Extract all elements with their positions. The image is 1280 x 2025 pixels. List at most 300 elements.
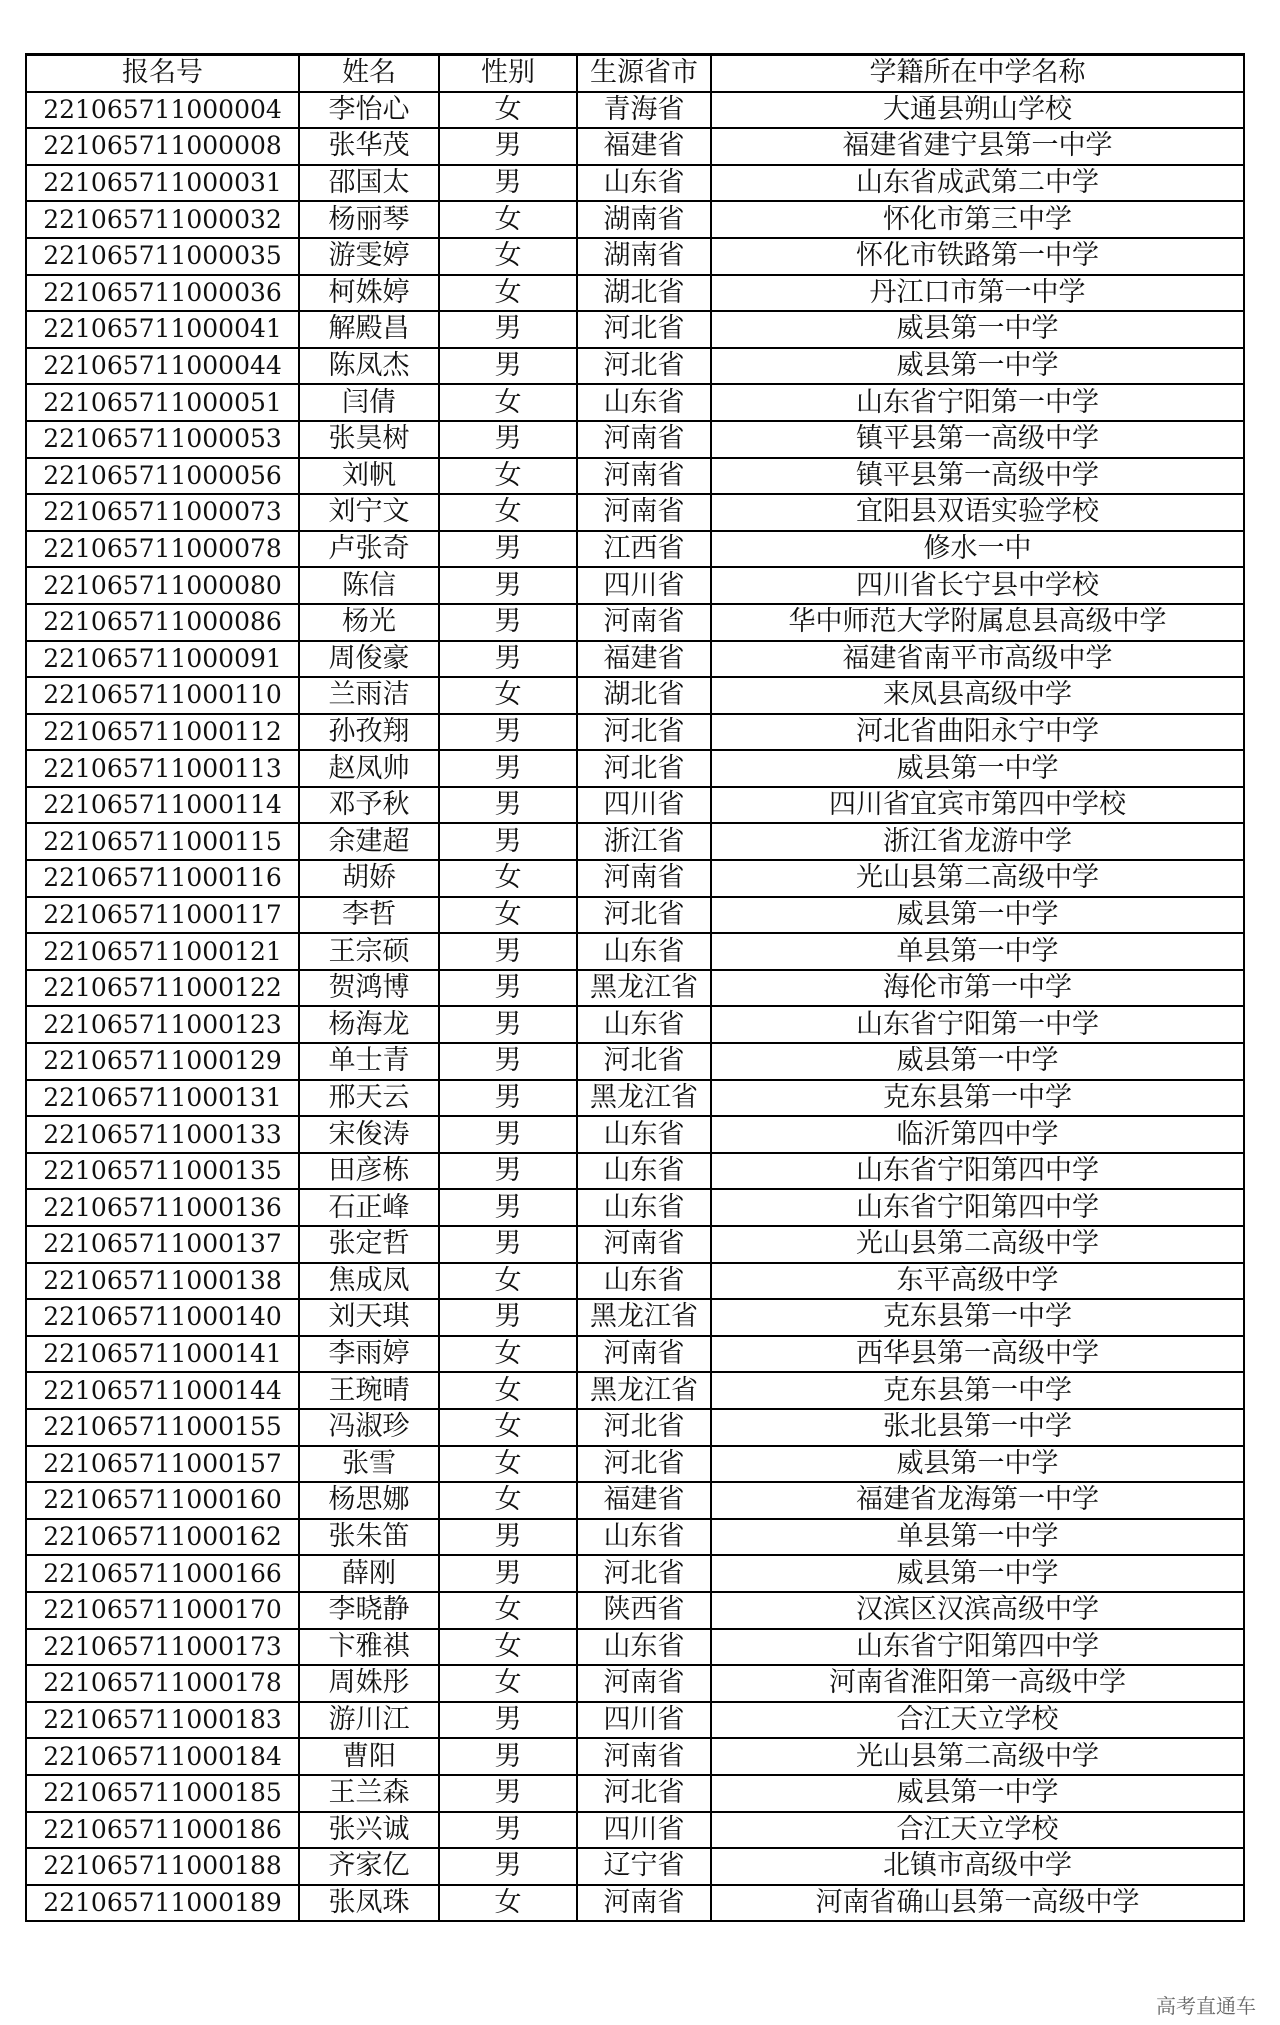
province-cell: 河北省 bbox=[577, 1775, 711, 1812]
gender-cell: 男 bbox=[439, 567, 577, 604]
registration-number-cell: 221065711000131 bbox=[26, 1080, 299, 1117]
gender-cell: 女 bbox=[439, 201, 577, 238]
school-cell: 北镇市高级中学 bbox=[711, 1848, 1244, 1885]
table-row bbox=[26, 275, 1244, 312]
registration-number-cell: 221065711000162 bbox=[26, 1519, 299, 1556]
province-cell: 福建省 bbox=[577, 128, 711, 165]
name-cell: 邓予秋 bbox=[299, 787, 439, 824]
gender-cell: 女 bbox=[439, 1409, 577, 1446]
gender-cell: 男 bbox=[439, 1006, 577, 1043]
name-cell: 贺鸿博 bbox=[299, 970, 439, 1007]
header-registration-number: 报名号 bbox=[26, 55, 299, 92]
registration-number-cell: 221065711000080 bbox=[26, 567, 299, 604]
table-row bbox=[26, 860, 1244, 897]
school-cell: 山东省宁阳第一中学 bbox=[711, 1006, 1244, 1043]
gender-cell: 女 bbox=[439, 1592, 577, 1629]
gender-cell: 男 bbox=[439, 1226, 577, 1263]
province-cell: 河南省 bbox=[577, 458, 711, 495]
name-cell: 冯淑珍 bbox=[299, 1409, 439, 1446]
gender-cell: 女 bbox=[439, 1336, 577, 1373]
name-cell: 闫倩 bbox=[299, 384, 439, 421]
name-cell: 陈信 bbox=[299, 567, 439, 604]
province-cell: 山东省 bbox=[577, 1153, 711, 1190]
province-cell: 山东省 bbox=[577, 1629, 711, 1666]
registration-number-cell: 221065711000136 bbox=[26, 1189, 299, 1226]
school-cell: 张北县第一中学 bbox=[711, 1409, 1244, 1446]
gender-cell: 男 bbox=[439, 1519, 577, 1556]
province-cell: 四川省 bbox=[577, 1812, 711, 1849]
registration-number-cell: 221065711000031 bbox=[26, 165, 299, 202]
registration-number-cell: 221065711000144 bbox=[26, 1372, 299, 1409]
table-row bbox=[26, 1812, 1244, 1849]
registration-number-cell: 221065711000157 bbox=[26, 1446, 299, 1483]
school-cell: 福建省龙海第一中学 bbox=[711, 1482, 1244, 1519]
table-row bbox=[26, 531, 1244, 568]
registration-number-cell: 221065711000141 bbox=[26, 1336, 299, 1373]
province-cell: 青海省 bbox=[577, 92, 711, 129]
table-row bbox=[26, 1885, 1244, 1922]
table-row bbox=[26, 165, 1244, 202]
gender-cell: 男 bbox=[439, 311, 577, 348]
province-cell: 辽宁省 bbox=[577, 1848, 711, 1885]
gender-cell: 男 bbox=[439, 1555, 577, 1592]
name-cell: 邢天云 bbox=[299, 1080, 439, 1117]
gender-cell: 女 bbox=[439, 458, 577, 495]
registration-number-cell: 221065711000110 bbox=[26, 677, 299, 714]
table-row bbox=[26, 421, 1244, 458]
name-cell: 卞雅祺 bbox=[299, 1629, 439, 1666]
gender-cell: 男 bbox=[439, 641, 577, 678]
registration-number-cell: 221065711000036 bbox=[26, 275, 299, 312]
name-cell: 李晓静 bbox=[299, 1592, 439, 1629]
registration-number-cell: 221065711000035 bbox=[26, 238, 299, 275]
province-cell: 河北省 bbox=[577, 1409, 711, 1446]
registration-number-cell: 221065711000129 bbox=[26, 1043, 299, 1080]
name-cell: 游雯婷 bbox=[299, 238, 439, 275]
school-cell: 华中师范大学附属息县高级中学 bbox=[711, 604, 1244, 641]
name-cell: 兰雨洁 bbox=[299, 677, 439, 714]
province-cell: 山东省 bbox=[577, 1519, 711, 1556]
table-row bbox=[26, 1299, 1244, 1336]
name-cell: 胡娇 bbox=[299, 860, 439, 897]
school-cell: 光山县第二高级中学 bbox=[711, 1738, 1244, 1775]
registration-number-cell: 221065711000117 bbox=[26, 897, 299, 934]
name-cell: 王宗硕 bbox=[299, 933, 439, 970]
registration-number-cell: 221065711000115 bbox=[26, 823, 299, 860]
gender-cell: 男 bbox=[439, 1848, 577, 1885]
name-cell: 孙孜翔 bbox=[299, 714, 439, 751]
province-cell: 四川省 bbox=[577, 787, 711, 824]
registration-number-cell: 221065711000137 bbox=[26, 1226, 299, 1263]
province-cell: 河南省 bbox=[577, 1226, 711, 1263]
table-row bbox=[26, 1116, 1244, 1153]
province-cell: 山东省 bbox=[577, 1006, 711, 1043]
school-cell: 威县第一中学 bbox=[711, 1555, 1244, 1592]
registration-number-cell: 221065711000004 bbox=[26, 92, 299, 129]
province-cell: 河南省 bbox=[577, 604, 711, 641]
table-row bbox=[26, 1482, 1244, 1519]
province-cell: 山东省 bbox=[577, 933, 711, 970]
registration-number-cell: 221065711000041 bbox=[26, 311, 299, 348]
province-cell: 陕西省 bbox=[577, 1592, 711, 1629]
school-cell: 镇平县第一高级中学 bbox=[711, 421, 1244, 458]
name-cell: 焦成凤 bbox=[299, 1263, 439, 1300]
name-cell: 李雨婷 bbox=[299, 1336, 439, 1373]
registration-number-cell: 221065711000170 bbox=[26, 1592, 299, 1629]
school-cell: 单县第一中学 bbox=[711, 1519, 1244, 1556]
gender-cell: 男 bbox=[439, 128, 577, 165]
gender-cell: 男 bbox=[439, 1812, 577, 1849]
table-row bbox=[26, 787, 1244, 824]
school-cell: 丹江口市第一中学 bbox=[711, 275, 1244, 312]
school-cell: 海伦市第一中学 bbox=[711, 970, 1244, 1007]
header-province: 生源省市 bbox=[577, 55, 711, 92]
school-cell: 山东省成武第二中学 bbox=[711, 165, 1244, 202]
table-row bbox=[26, 1665, 1244, 1702]
registration-number-cell: 221065711000173 bbox=[26, 1629, 299, 1666]
table-row bbox=[26, 714, 1244, 751]
school-cell: 东平高级中学 bbox=[711, 1263, 1244, 1300]
registration-number-cell: 221065711000160 bbox=[26, 1482, 299, 1519]
name-cell: 游川江 bbox=[299, 1702, 439, 1739]
name-cell: 薛刚 bbox=[299, 1555, 439, 1592]
name-cell: 邵国太 bbox=[299, 165, 439, 202]
registration-number-cell: 221065711000086 bbox=[26, 604, 299, 641]
watermark-text: 高考直通车 bbox=[1156, 1994, 1256, 2018]
province-cell: 河北省 bbox=[577, 1446, 711, 1483]
province-cell: 河北省 bbox=[577, 311, 711, 348]
registration-number-cell: 221065711000121 bbox=[26, 933, 299, 970]
registration-number-cell: 221065711000188 bbox=[26, 1848, 299, 1885]
table-row bbox=[26, 1446, 1244, 1483]
registration-number-cell: 221065711000044 bbox=[26, 348, 299, 385]
table-row bbox=[26, 458, 1244, 495]
gender-cell: 男 bbox=[439, 1043, 577, 1080]
province-cell: 四川省 bbox=[577, 567, 711, 604]
school-cell: 大通县朔山学校 bbox=[711, 92, 1244, 129]
name-cell: 曹阳 bbox=[299, 1738, 439, 1775]
province-cell: 黑龙江省 bbox=[577, 1299, 711, 1336]
gender-cell: 男 bbox=[439, 1738, 577, 1775]
gender-cell: 男 bbox=[439, 750, 577, 787]
gender-cell: 男 bbox=[439, 933, 577, 970]
table-row bbox=[26, 1372, 1244, 1409]
gender-cell: 女 bbox=[439, 897, 577, 934]
school-cell: 河南省淮阳第一高级中学 bbox=[711, 1665, 1244, 1702]
name-cell: 张凤珠 bbox=[299, 1885, 439, 1922]
table-row bbox=[26, 1519, 1244, 1556]
school-cell: 修水一中 bbox=[711, 531, 1244, 568]
province-cell: 河南省 bbox=[577, 860, 711, 897]
name-cell: 周姝彤 bbox=[299, 1665, 439, 1702]
province-cell: 河北省 bbox=[577, 348, 711, 385]
gender-cell: 男 bbox=[439, 165, 577, 202]
registration-number-cell: 221065711000122 bbox=[26, 970, 299, 1007]
school-cell: 光山县第二高级中学 bbox=[711, 860, 1244, 897]
gender-cell: 女 bbox=[439, 238, 577, 275]
registration-number-cell: 221065711000138 bbox=[26, 1263, 299, 1300]
school-cell: 威县第一中学 bbox=[711, 311, 1244, 348]
province-cell: 山东省 bbox=[577, 1263, 711, 1300]
province-cell: 黑龙江省 bbox=[577, 970, 711, 1007]
school-cell: 山东省宁阳第四中学 bbox=[711, 1189, 1244, 1226]
name-cell: 解殿昌 bbox=[299, 311, 439, 348]
school-cell: 山东省宁阳第四中学 bbox=[711, 1629, 1244, 1666]
gender-cell: 男 bbox=[439, 823, 577, 860]
header-gender: 性别 bbox=[439, 55, 577, 92]
table-row bbox=[26, 750, 1244, 787]
province-cell: 河北省 bbox=[577, 1555, 711, 1592]
province-cell: 河北省 bbox=[577, 750, 711, 787]
table-row bbox=[26, 1336, 1244, 1373]
registration-number-cell: 221065711000112 bbox=[26, 714, 299, 751]
name-cell: 张华茂 bbox=[299, 128, 439, 165]
gender-cell: 男 bbox=[439, 1702, 577, 1739]
gender-cell: 男 bbox=[439, 970, 577, 1007]
table-row bbox=[26, 1006, 1244, 1043]
gender-cell: 女 bbox=[439, 1665, 577, 1702]
province-cell: 湖南省 bbox=[577, 238, 711, 275]
table-row bbox=[26, 567, 1244, 604]
province-cell: 山东省 bbox=[577, 165, 711, 202]
registration-number-cell: 221065711000073 bbox=[26, 494, 299, 531]
table-row bbox=[26, 1080, 1244, 1117]
table-row bbox=[26, 677, 1244, 714]
gender-cell: 男 bbox=[439, 1299, 577, 1336]
table-row bbox=[26, 1409, 1244, 1446]
school-cell: 山东省宁阳第四中学 bbox=[711, 1153, 1244, 1190]
province-cell: 河南省 bbox=[577, 421, 711, 458]
registration-number-cell: 221065711000113 bbox=[26, 750, 299, 787]
province-cell: 福建省 bbox=[577, 641, 711, 678]
table-row bbox=[26, 604, 1244, 641]
header-name: 姓名 bbox=[299, 55, 439, 92]
school-cell: 西华县第一高级中学 bbox=[711, 1336, 1244, 1373]
province-cell: 浙江省 bbox=[577, 823, 711, 860]
gender-cell: 男 bbox=[439, 604, 577, 641]
province-cell: 河南省 bbox=[577, 1336, 711, 1373]
table-row bbox=[26, 1189, 1244, 1226]
school-cell: 威县第一中学 bbox=[711, 750, 1244, 787]
school-cell: 光山县第二高级中学 bbox=[711, 1226, 1244, 1263]
province-cell: 山东省 bbox=[577, 1116, 711, 1153]
gender-cell: 女 bbox=[439, 1629, 577, 1666]
table-row bbox=[26, 1263, 1244, 1300]
registration-number-cell: 221065711000186 bbox=[26, 1812, 299, 1849]
table-row bbox=[26, 970, 1244, 1007]
name-cell: 杨思娜 bbox=[299, 1482, 439, 1519]
registration-number-cell: 221065711000032 bbox=[26, 201, 299, 238]
name-cell: 杨丽琴 bbox=[299, 201, 439, 238]
school-cell: 四川省宜宾市第四中学校 bbox=[711, 787, 1244, 824]
gender-cell: 男 bbox=[439, 1189, 577, 1226]
school-cell: 威县第一中学 bbox=[711, 1446, 1244, 1483]
table-row bbox=[26, 1153, 1244, 1190]
school-cell: 四川省长宁县中学校 bbox=[711, 567, 1244, 604]
gender-cell: 女 bbox=[439, 1263, 577, 1300]
school-cell: 合江天立学校 bbox=[711, 1812, 1244, 1849]
school-cell: 福建省建宁县第一中学 bbox=[711, 128, 1244, 165]
province-cell: 河北省 bbox=[577, 1043, 711, 1080]
gender-cell: 男 bbox=[439, 1775, 577, 1812]
table-row bbox=[26, 384, 1244, 421]
gender-cell: 女 bbox=[439, 384, 577, 421]
registration-number-cell: 221065711000135 bbox=[26, 1153, 299, 1190]
registration-number-cell: 221065711000008 bbox=[26, 128, 299, 165]
table-row bbox=[26, 641, 1244, 678]
registration-number-cell: 221065711000051 bbox=[26, 384, 299, 421]
gender-cell: 男 bbox=[439, 1153, 577, 1190]
gender-cell: 女 bbox=[439, 1446, 577, 1483]
table-row bbox=[26, 311, 1244, 348]
name-cell: 齐家亿 bbox=[299, 1848, 439, 1885]
table-row bbox=[26, 1775, 1244, 1812]
province-cell: 湖北省 bbox=[577, 275, 711, 312]
table-row bbox=[26, 1702, 1244, 1739]
school-cell: 威县第一中学 bbox=[711, 1043, 1244, 1080]
admission-list-table bbox=[25, 53, 1245, 1922]
table-row bbox=[26, 128, 1244, 165]
name-cell: 田彦栋 bbox=[299, 1153, 439, 1190]
name-cell: 赵凤帅 bbox=[299, 750, 439, 787]
table-body bbox=[26, 92, 1244, 1922]
name-cell: 刘天琪 bbox=[299, 1299, 439, 1336]
name-cell: 张兴诚 bbox=[299, 1812, 439, 1849]
province-cell: 福建省 bbox=[577, 1482, 711, 1519]
registration-number-cell: 221065711000056 bbox=[26, 458, 299, 495]
table-row bbox=[26, 1738, 1244, 1775]
gender-cell: 女 bbox=[439, 1372, 577, 1409]
registration-number-cell: 221065711000053 bbox=[26, 421, 299, 458]
school-cell: 克东县第一中学 bbox=[711, 1299, 1244, 1336]
school-cell: 来凤县高级中学 bbox=[711, 677, 1244, 714]
table-row bbox=[26, 92, 1244, 129]
school-cell: 合江天立学校 bbox=[711, 1702, 1244, 1739]
gender-cell: 男 bbox=[439, 787, 577, 824]
province-cell: 河南省 bbox=[577, 1738, 711, 1775]
name-cell: 杨光 bbox=[299, 604, 439, 641]
name-cell: 李怡心 bbox=[299, 92, 439, 129]
registration-number-cell: 221065711000116 bbox=[26, 860, 299, 897]
name-cell: 张雪 bbox=[299, 1446, 439, 1483]
name-cell: 王兰森 bbox=[299, 1775, 439, 1812]
province-cell: 四川省 bbox=[577, 1702, 711, 1739]
school-cell: 临沂第四中学 bbox=[711, 1116, 1244, 1153]
gender-cell: 男 bbox=[439, 714, 577, 751]
province-cell: 江西省 bbox=[577, 531, 711, 568]
name-cell: 余建超 bbox=[299, 823, 439, 860]
table-row bbox=[26, 1043, 1244, 1080]
table-row bbox=[26, 1226, 1244, 1263]
name-cell: 刘帆 bbox=[299, 458, 439, 495]
table-row bbox=[26, 494, 1244, 531]
school-cell: 汉滨区汉滨高级中学 bbox=[711, 1592, 1244, 1629]
registration-number-cell: 221065711000189 bbox=[26, 1885, 299, 1922]
registration-number-cell: 221065711000185 bbox=[26, 1775, 299, 1812]
school-cell: 宜阳县双语实验学校 bbox=[711, 494, 1244, 531]
school-cell: 福建省南平市高级中学 bbox=[711, 641, 1244, 678]
registration-number-cell: 221065711000178 bbox=[26, 1665, 299, 1702]
school-cell: 浙江省龙游中学 bbox=[711, 823, 1244, 860]
name-cell: 单士青 bbox=[299, 1043, 439, 1080]
province-cell: 山东省 bbox=[577, 384, 711, 421]
gender-cell: 男 bbox=[439, 421, 577, 458]
gender-cell: 女 bbox=[439, 1885, 577, 1922]
name-cell: 陈凤杰 bbox=[299, 348, 439, 385]
gender-cell: 女 bbox=[439, 275, 577, 312]
registration-number-cell: 221065711000155 bbox=[26, 1409, 299, 1446]
province-cell: 山东省 bbox=[577, 1189, 711, 1226]
gender-cell: 男 bbox=[439, 348, 577, 385]
gender-cell: 女 bbox=[439, 677, 577, 714]
registration-number-cell: 221065711000166 bbox=[26, 1555, 299, 1592]
gender-cell: 女 bbox=[439, 860, 577, 897]
registration-number-cell: 221065711000114 bbox=[26, 787, 299, 824]
registration-number-cell: 221065711000184 bbox=[26, 1738, 299, 1775]
school-cell: 镇平县第一高级中学 bbox=[711, 458, 1244, 495]
name-cell: 卢张奇 bbox=[299, 531, 439, 568]
province-cell: 黑龙江省 bbox=[577, 1372, 711, 1409]
province-cell: 河南省 bbox=[577, 494, 711, 531]
table-row bbox=[26, 1555, 1244, 1592]
school-cell: 克东县第一中学 bbox=[711, 1080, 1244, 1117]
name-cell: 张朱笛 bbox=[299, 1519, 439, 1556]
table-row bbox=[26, 897, 1244, 934]
name-cell: 刘宁文 bbox=[299, 494, 439, 531]
name-cell: 柯姝婷 bbox=[299, 275, 439, 312]
name-cell: 张定哲 bbox=[299, 1226, 439, 1263]
school-cell: 山东省宁阳第一中学 bbox=[711, 384, 1244, 421]
province-cell: 湖北省 bbox=[577, 677, 711, 714]
table-row bbox=[26, 1848, 1244, 1885]
province-cell: 河南省 bbox=[577, 1885, 711, 1922]
table-row bbox=[26, 1592, 1244, 1629]
name-cell: 李哲 bbox=[299, 897, 439, 934]
table-row bbox=[26, 823, 1244, 860]
gender-cell: 女 bbox=[439, 92, 577, 129]
gender-cell: 男 bbox=[439, 531, 577, 568]
province-cell: 河南省 bbox=[577, 1665, 711, 1702]
province-cell: 河北省 bbox=[577, 714, 711, 751]
gender-cell: 男 bbox=[439, 1080, 577, 1117]
school-cell: 克东县第一中学 bbox=[711, 1372, 1244, 1409]
name-cell: 张昊树 bbox=[299, 421, 439, 458]
gender-cell: 女 bbox=[439, 494, 577, 531]
school-cell: 河北省曲阳永宁中学 bbox=[711, 714, 1244, 751]
registration-number-cell: 221065711000091 bbox=[26, 641, 299, 678]
name-cell: 石正峰 bbox=[299, 1189, 439, 1226]
school-cell: 单县第一中学 bbox=[711, 933, 1244, 970]
table-header-row bbox=[26, 55, 1244, 92]
header-school: 学籍所在中学名称 bbox=[711, 55, 1244, 92]
school-cell: 威县第一中学 bbox=[711, 897, 1244, 934]
name-cell: 宋俊涛 bbox=[299, 1116, 439, 1153]
name-cell: 王琬晴 bbox=[299, 1372, 439, 1409]
name-cell: 杨海龙 bbox=[299, 1006, 439, 1043]
table-row bbox=[26, 348, 1244, 385]
registration-number-cell: 221065711000123 bbox=[26, 1006, 299, 1043]
table-row bbox=[26, 1629, 1244, 1666]
school-cell: 河南省确山县第一高级中学 bbox=[711, 1885, 1244, 1922]
name-cell: 周俊豪 bbox=[299, 641, 439, 678]
table-row bbox=[26, 201, 1244, 238]
province-cell: 湖南省 bbox=[577, 201, 711, 238]
province-cell: 河北省 bbox=[577, 897, 711, 934]
gender-cell: 男 bbox=[439, 1116, 577, 1153]
table-row bbox=[26, 933, 1244, 970]
registration-number-cell: 221065711000140 bbox=[26, 1299, 299, 1336]
school-cell: 威县第一中学 bbox=[711, 348, 1244, 385]
